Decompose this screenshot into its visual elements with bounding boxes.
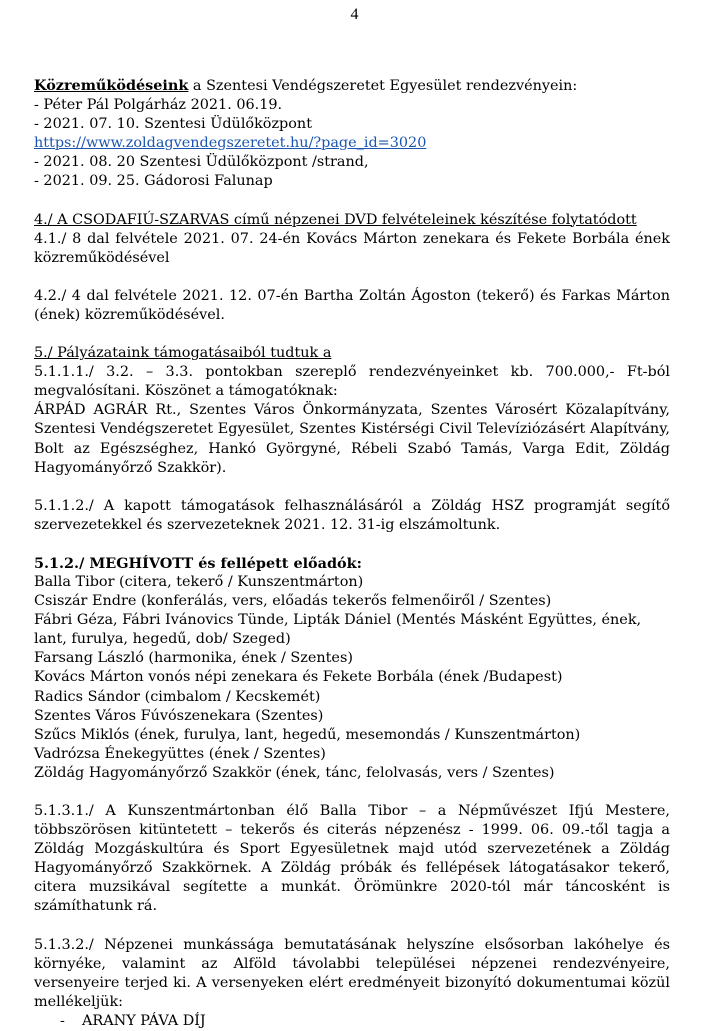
section513-paragraph-2: 5.1.3.2./ Népzenei munkássága bemutatásának helyszíne elsősorban lakóhelye és környéke, valamint az Alföld távolabbi települései népzenei rendezvényeire, versenyeire terjed ki. A versenyeken elért eredményeit bizonyító dokumentumai közül mellékeljük: <box>34 936 670 1010</box>
section5-heading: 5./ Pályázataink támogatásaiból tudtuk a <box>34 345 332 362</box>
section513-paragraph-1: 5.1.3.1./ A Kunszentmártonban élő Balla Tibor – a Népművészet Ifjú Mestere, többszörösen kitüntetett – tekerős és citerás népzenész - 1999. 06. 09.-től tagja a Zöldág Mozgáskultúra és Sport Egyesületnek majd utód szervezetének a Zöldág Hagyományőrző Szakkörnek. A Zöldág próbák és fellépések látogatásakor tekerő, citera muzsikával segítette a munkát. Örömünkre 2020-tól már táncosként is számíthatunk rá. <box>34 803 670 915</box>
event-link[interactable]: https://www.zoldagvendegszeretet.hu/?page_id=3020 <box>34 135 427 152</box>
performer-item: Zöldág Hagyományőrző Szakkör (ének, tánc, felolvasás, vers / Szentes) <box>34 764 555 781</box>
performer-item: Fábri Géza, Fábri Ivánovics Tünde, Lipták Dániel (Mentés Másként Együttes, ének, lant, furulya, hegedű, dob/ Szeged) <box>34 612 642 648</box>
intro-heading-rest: a Szentesi Vendégszeretet Egyesület rendezvényein: <box>188 78 578 94</box>
performer-item: Szűcs Miklós (ének, furulya, lant, hegedű, mesemondás / Kunszentmárton) <box>34 726 581 743</box>
intro-item: - Péter Pál Polgárház 2021. 06.19. <box>34 97 283 114</box>
performer-item: Csiszár Endre (konferálás, vers, előadás tekerős felmenőiről / Szentes) <box>34 593 552 610</box>
intro-item: - 2021. 07. 10. Szentesi Üdülőközpont <box>34 116 312 133</box>
section5-paragraph-3: 5.1.1.2./ A kapott támogatások felhasználásáról a Zöldág HSZ programját segítő szervezetekkel és szervezeteknek 2021. 12. 31-ig elszámoltunk. <box>34 497 670 533</box>
section4-heading: 4./ A CSODAFIÚ-SZARVAS című népzenei DVD felvételeinek készítése folytatódott <box>34 211 637 228</box>
performers-heading: 5.1.2./ MEGHÍVOTT és fellépett előadók: <box>34 554 362 572</box>
intro-item: - 2021. 09. 25. Gádorosi Falunap <box>34 173 273 190</box>
intro-heading: Közreműködéseink <box>34 77 189 94</box>
performer-item: Radics Sándor (cimbalom / Kecskemét) <box>34 688 321 705</box>
performer-item: Farsang László (harmonika, ének / Szentes) <box>34 650 353 667</box>
intro-heading-line <box>34 76 670 96</box>
section4-paragraph-1: 4.1./ 8 dal felvétele 2021. 07. 24-én Kovács Márton zenekara és Fekete Borbála ének közreműködésével <box>34 230 670 266</box>
performer-item: Kovács Márton vonós népi zenekara és Fekete Borbála (ének /Budapest) <box>34 669 563 686</box>
section4-paragraph-2: 4.2./ 4 dal felvétele 2021. 12. 07-én Bartha Zoltán Ágoston (tekerő) és Farkas Márton (ének) közreműködésével. <box>34 287 670 323</box>
performer-item: Szentes Város Fúvószenekara (Szentes) <box>34 707 324 724</box>
performer-item: Balla Tibor (citera, tekerő / Kunszentmárton) <box>34 573 364 590</box>
performer-item: Vadrózsa Énekegyüttes (ének / Szentes) <box>34 745 326 762</box>
supporters-paragraph: ÁRPÁD AGRÁR Rt., Szentes Város Önkormányzata, Szentes Városért Közalapítvány, Szentesi Vendégszeretet Egyesület, Szentes Kistérségi Civil Televíziózásért Alapítvány, Bolt az Egészséghez, Hankó Györgyné, Rébeli Szabó Tamás, Varga Edit, Zöldág Hagyományőrző Szakkör). <box>34 402 670 476</box>
section5-paragraph-1: 5.1.1.1./ 3.2. – 3.3. pontokban szereplő rendezvényeinket kb. 700.000,- Ft-ból megvalósítani. Köszönet a támogatóknak: <box>34 364 670 400</box>
intro-item: - 2021. 08. 20 Szentesi Üdülőközpont /strand, <box>34 154 369 171</box>
page-number: 4 <box>350 6 359 23</box>
award-bullet-item <box>34 1012 670 1031</box>
bullet-dash: - <box>60 1012 65 1029</box>
award-name: ARANY PÁVA DÍJ <box>82 1012 206 1029</box>
document-body <box>34 76 670 1031</box>
